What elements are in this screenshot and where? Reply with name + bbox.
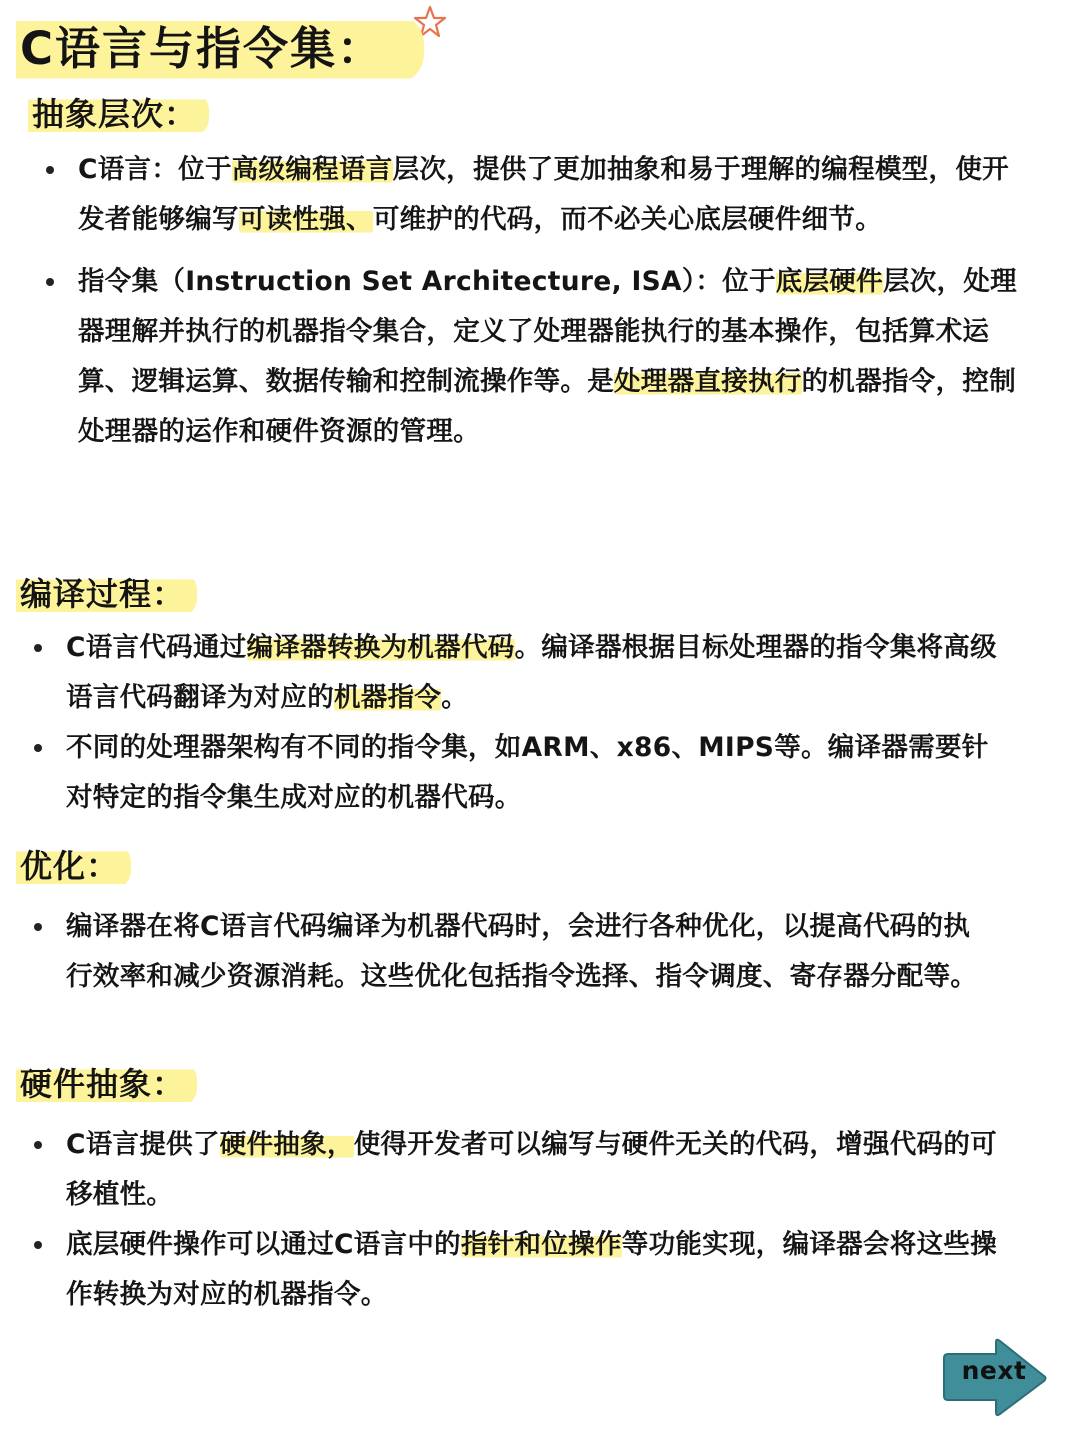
section-heading-compilation: 编译过程： — [16, 570, 197, 618]
text-segment: 。 — [441, 682, 469, 713]
optimization-list — [66, 902, 986, 1002]
text-segment: 底层硬件操作可以通过C语言中的 — [66, 1229, 461, 1260]
text-segment: 可维护的代码，而不必关心底层硬件细节。 — [372, 204, 883, 235]
highlighted-text: 编译器转换为机器代码 — [246, 632, 515, 663]
highlighted-text: 底层硬件 — [775, 266, 883, 297]
section-heading-optimization: 优化： — [16, 842, 131, 890]
highlighted-text: 机器指令 — [334, 682, 442, 713]
highlighted-text: 可读性强、 — [238, 204, 373, 235]
text-segment: C语言：位于 — [78, 154, 232, 185]
highlighted-text: 指针和位操作 — [460, 1229, 622, 1260]
text-segment: 。编译器根据目标处理器的指令集将高级语言代码翻译为对应的 — [66, 632, 997, 713]
text-segment: C语言代码通过 — [66, 632, 247, 663]
text-segment: 不同的处理器架构有不同的指令集，如ARM、x86、MIPS等。编译器需要针对特定的指令集生成对应的机器代码。 — [66, 732, 989, 813]
list-item — [78, 257, 1018, 457]
list-item — [66, 1120, 1006, 1220]
next-button-label: next — [961, 1356, 1027, 1385]
hardware-abstraction-list — [66, 1120, 1006, 1320]
list-item — [66, 623, 1006, 723]
section-heading-abstraction: 抽象层次： — [28, 90, 209, 138]
highlighted-text: 高级编程语言 — [231, 154, 393, 185]
list-item — [66, 902, 986, 1002]
highlighted-text: 硬件抽象， — [219, 1129, 354, 1160]
text-segment: 层次，提供了更加抽象和易于理解的编程模型，使开发者能够编写 — [78, 154, 1009, 235]
list-item — [66, 723, 1006, 823]
text-segment: 使得开发者可以编写与硬件无关的代码，增强代码的可移植性。 — [66, 1129, 997, 1210]
text-segment: 的机器指令，控制处理器的运作和硬件资源的管理。 — [78, 366, 1017, 447]
list-item — [78, 145, 1018, 245]
highlighted-text: 处理器直接执行 — [614, 366, 802, 397]
abstraction-list — [78, 145, 1018, 457]
text-segment: 等功能实现，编译器会将这些操作转换为对应的机器指令。 — [66, 1229, 997, 1310]
next-button[interactable] — [938, 1336, 1050, 1418]
text-segment: 编译器在将C语言代码编译为机器代码时，会进行各种优化，以提高代码的执行效率和减少资源消耗。这些优化包括指令选择、指令调度、寄存器分配等。 — [66, 911, 978, 992]
text-segment: 层次，处理器理解并执行的机器指令集合，定义了处理器能执行的基本操作，包括算术运算、逻辑运算、数据传输和控制流操作等。是 — [78, 266, 1017, 397]
section-heading-hardware-abstraction: 硬件抽象： — [16, 1060, 197, 1108]
list-item — [66, 1220, 1006, 1320]
text-segment: C语言提供了 — [66, 1129, 220, 1160]
text-segment: 指令集（Instruction Set Architecture, ISA）：位于 — [78, 266, 776, 297]
page-title: C语言与指令集： — [16, 14, 424, 84]
compilation-list — [66, 623, 1006, 823]
